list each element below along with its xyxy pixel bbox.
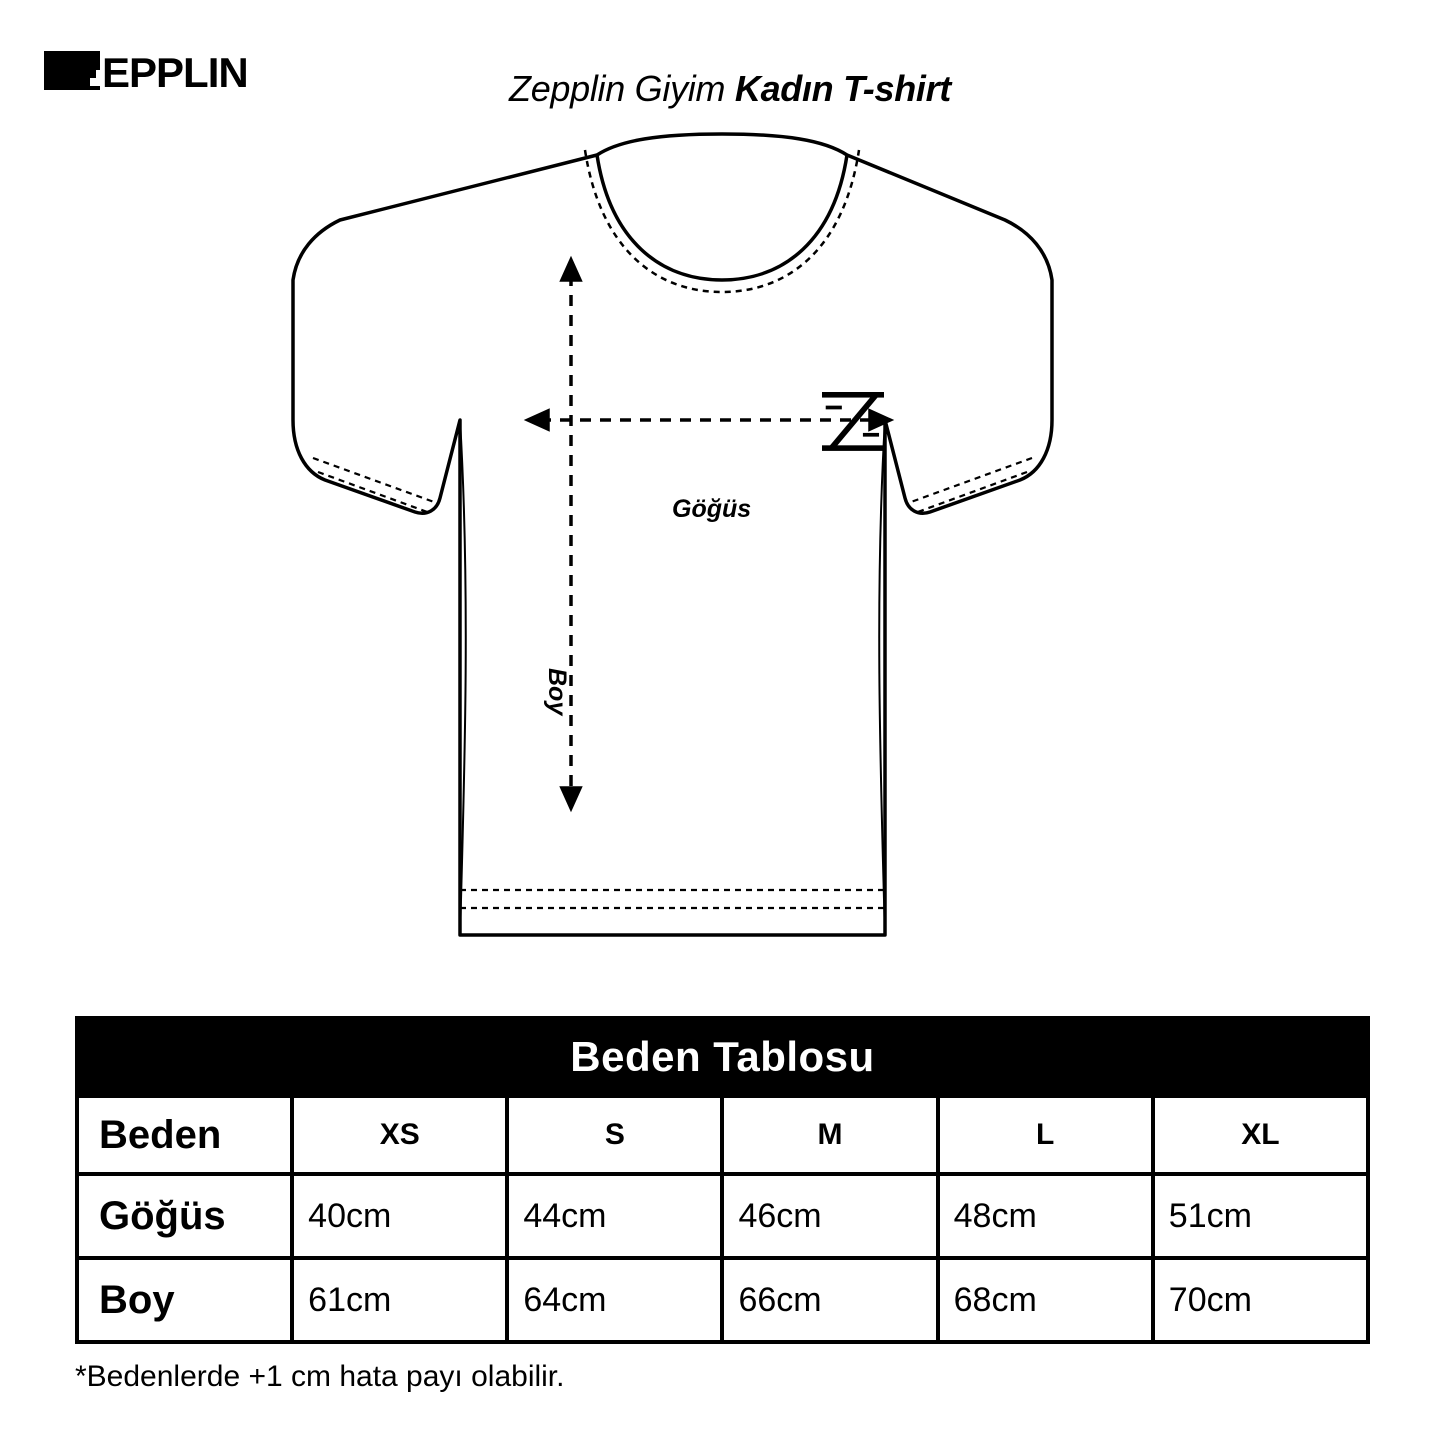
table-row xyxy=(77,1258,1368,1342)
cell-gogus-m: 46cm xyxy=(722,1174,937,1258)
cell-gogus-xs: 40cm xyxy=(292,1174,507,1258)
tshirt-svg xyxy=(0,120,1445,1000)
row-label-boy: Boy xyxy=(77,1258,292,1342)
zepplin-z-logo xyxy=(44,51,100,90)
cell-boy-xl: 70cm xyxy=(1153,1258,1368,1342)
cell-gogus-xl: 51cm xyxy=(1153,1174,1368,1258)
header-cell-xs: XS xyxy=(292,1096,507,1174)
size-table xyxy=(75,1016,1370,1344)
chest-label: Göğüs xyxy=(672,495,752,523)
header-cell-m: M xyxy=(722,1096,937,1174)
header-cell-beden: Beden xyxy=(77,1096,292,1174)
cell-boy-s: 64cm xyxy=(507,1258,722,1342)
cell-boy-l: 68cm xyxy=(938,1258,1153,1342)
footnote: *Bedenlerde +1 cm hata payı olabilir. xyxy=(75,1360,565,1393)
row-label-gogus: Göğüs xyxy=(77,1174,292,1258)
length-label: Boy xyxy=(543,668,571,716)
tshirt-illustration xyxy=(0,120,1445,1000)
svg-text:EPPLIN: EPPLIN xyxy=(102,49,248,96)
header-cell-xl: XL xyxy=(1153,1096,1368,1174)
table-header-row xyxy=(77,1096,1368,1174)
header-cell-s: S xyxy=(507,1096,722,1174)
header xyxy=(0,0,1445,130)
cell-boy-xs: 61cm xyxy=(292,1258,507,1342)
brand-logo xyxy=(38,48,268,106)
cell-gogus-s: 44cm xyxy=(507,1174,722,1258)
page-title xyxy=(400,68,1060,110)
cell-boy-m: 66cm xyxy=(722,1258,937,1342)
chest-measure-arrow xyxy=(528,411,890,429)
table-row xyxy=(77,1174,1368,1258)
page-title-brand: Zepplin Giyim xyxy=(509,68,735,109)
length-measure-arrow xyxy=(562,260,580,808)
size-table-container xyxy=(75,1016,1370,1344)
header-cell-l: L xyxy=(938,1096,1153,1174)
table-title-row xyxy=(77,1018,1368,1096)
size-table-title: Beden Tablosu xyxy=(77,1018,1368,1096)
page-title-product: Kadın T-shirt xyxy=(734,68,951,109)
cell-gogus-l: 48cm xyxy=(938,1174,1153,1258)
